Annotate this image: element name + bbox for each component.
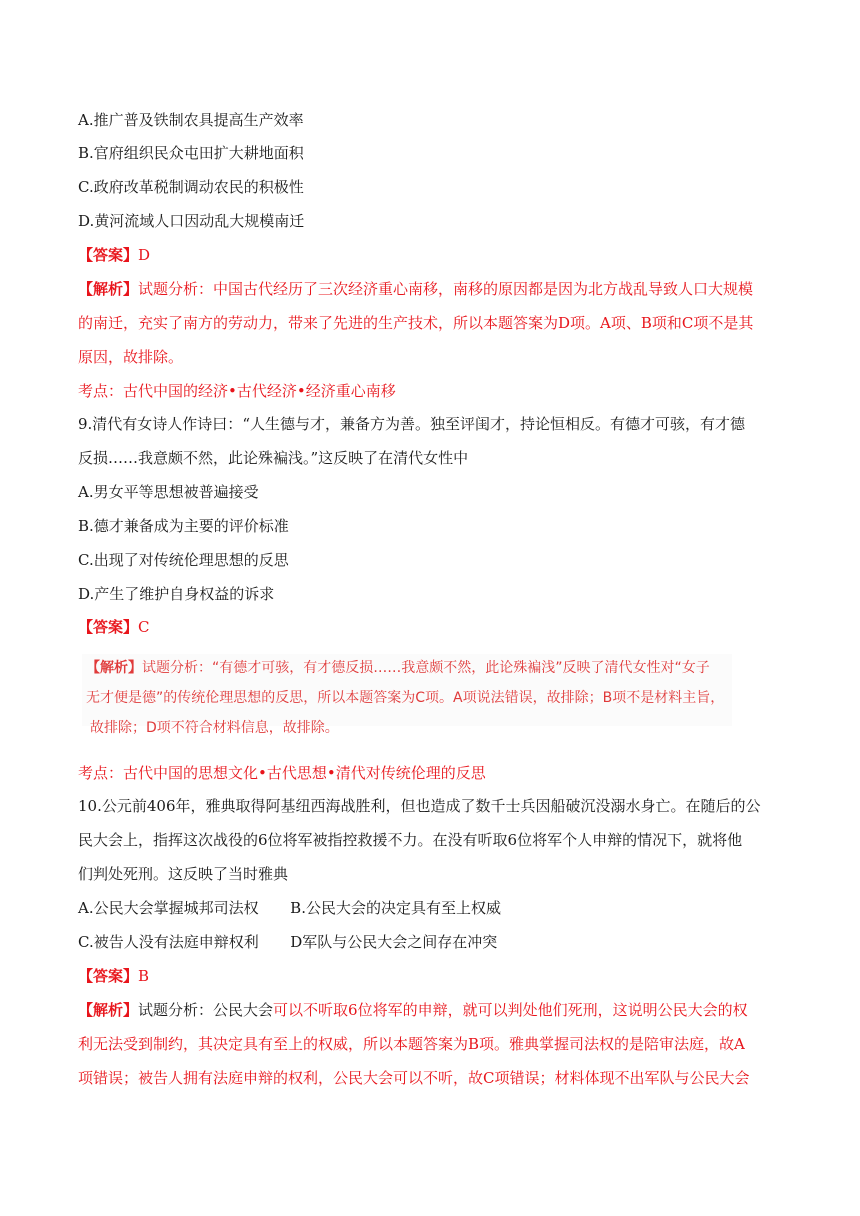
q10-analysis-line-3: 项错误；被告人拥有法庭申辩的权利，公民大会可以不听，故C项错误；材料体现不出军队与公民大会 (78, 1069, 750, 1087)
analysis-tag: 【解析】 (78, 280, 139, 298)
q10-option-d: D军队与公民大会之间存在冲突 (290, 933, 498, 951)
q9-stem-line-2: 反损……我意颇不然，此论殊褊浅。”这反映了在清代女性中 (78, 449, 469, 467)
q10-option-a: A.公民大会掌握城邦司法权 (78, 899, 259, 917)
analysis-tag: 【解析】 (86, 660, 142, 676)
q10-options-row-1 (78, 898, 501, 918)
answer-value: C (138, 618, 150, 636)
answer-value: B (138, 967, 150, 985)
q9-analysis-img-line-2: 无才便是德”的传统伦理思想的反思，所以本题答案为C项。A项说法错误，故排除；B项不是材料主旨， (86, 690, 725, 706)
answer-tag: 【答案】 (78, 246, 139, 264)
q9-analysis-img-line-3: 故排除；D项不符合材料信息，故排除。 (90, 720, 339, 736)
q9-analysis-img-line-1 (86, 654, 710, 682)
answer-tag: 【答案】 (78, 618, 139, 636)
q8-analysis-line-1 (78, 279, 753, 299)
q8-option-b: B.官府组织民众屯田扩大耕地面积 (78, 144, 304, 162)
q9-answer (78, 617, 150, 637)
q9-analysis-image (82, 654, 732, 736)
q9-option-a: A.男女平等思想被普遍接受 (78, 483, 259, 501)
q10-option-c: C.被告人没有法庭申辩权利 (78, 933, 259, 951)
q8-option-d: D.黄河流域人口因动乱大规模南迁 (78, 212, 305, 230)
analysis-tag: 【解析】 (78, 1001, 139, 1019)
q10-stem-line-3: 们判处死刑。这反映了当时雅典 (78, 865, 289, 883)
q10-stem-line-2: 民大会上，指挥这次战役的6位将军被指控救援不力。在没有听取6位将军个人申辩的情况下，就将他 (78, 831, 743, 849)
q9-kaodian: 考点：古代中国的思想文化•古代思想•清代对传统伦理的反思 (78, 764, 486, 782)
q8-option-c: C.政府改革税制调动农民的积极性 (78, 178, 304, 196)
q8-answer (78, 245, 150, 265)
q9-stem-line-1: 9.清代有女诗人作诗曰：“人生德与才，兼备方为善。独至评闺才，持论恒相反。有德才可骇，有才德 (78, 415, 745, 433)
q10-stem-line-1: 10.公元前406年，雅典取得阿基纽西海战胜利，但也造成了数千士兵因船破沉没溺水身亡。在随后的公 (78, 797, 761, 815)
analysis-text: 试题分析：“有德才可骇，有才德反损……我意颇不然，此论殊褊浅”反映了清代女性对“女子 (142, 660, 710, 676)
q10-analysis-line-2: 利无法受到制约，其决定具有至上的权威，所以本题答案为B项。雅典掌握司法权的是陪审法庭，故A (78, 1035, 745, 1053)
analysis-text: 试题分析：中国古代经历了三次经济重心南移，南移的原因都是因为北方战乱导致人口大规模 (138, 280, 754, 298)
q9-option-b: B.德才兼备成为主要的评价标准 (78, 517, 289, 535)
q8-kaodian: 考点：古代中国的经济•古代经济•经济重心南移 (78, 382, 396, 400)
q10-answer (78, 966, 149, 986)
q10-analysis-line-1 (78, 1000, 748, 1020)
analysis-text-red: 可以不听取6位将军的申辩，就可以判处他们死刑，这说明公民大会的权 (273, 1001, 748, 1019)
q9-option-d: D.产生了维护自身权益的诉求 (78, 585, 275, 603)
q8-option-a: A.推广普及铁制农具提高生产效率 (78, 111, 304, 129)
answer-tag: 【答案】 (78, 967, 139, 985)
q8-analysis-line-3: 原因，故排除。 (78, 348, 184, 366)
q8-analysis-line-2: 的南迁，充实了南方的劳动力，带来了先进的生产技术，所以本题答案为D项。A项、B项和C项不是其 (78, 314, 754, 332)
answer-value: D (138, 246, 151, 264)
q10-option-b: B.公民大会的决定具有至上权威 (290, 899, 501, 917)
q9-option-c: C.出现了对传统伦理思想的反思 (78, 551, 289, 569)
analysis-text-plain: 试题分析：公民大会 (138, 1001, 274, 1019)
q10-options-row-2 (78, 932, 497, 952)
